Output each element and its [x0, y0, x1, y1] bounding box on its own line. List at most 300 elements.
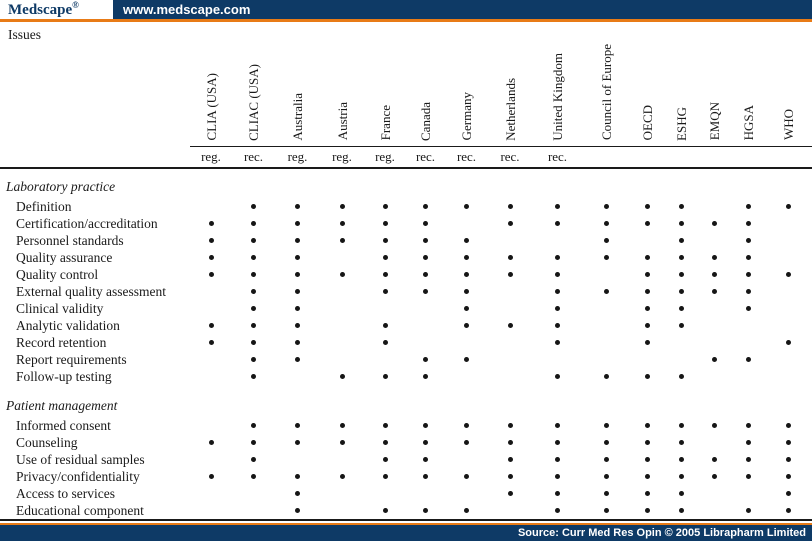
column-subheader: reg.: [320, 146, 364, 168]
column-header-label: ESHG: [673, 106, 689, 141]
column-header-label: OECD: [639, 105, 655, 141]
bullet-dot-icon: [555, 457, 560, 462]
dot-cell: [630, 215, 664, 232]
dot-cell: [488, 317, 532, 334]
dot-cell: [532, 434, 583, 451]
section-row: [0, 385, 812, 417]
bullet-dot-icon: [679, 374, 684, 379]
bullet-dot-icon: [423, 457, 428, 462]
dot-cell: [190, 266, 232, 283]
dot-cell: [364, 451, 406, 468]
empty-cell: [698, 232, 731, 249]
dot-cell: [364, 317, 406, 334]
dot-cell: [532, 485, 583, 502]
dot-cell: [583, 434, 630, 451]
dot-cell: [765, 485, 812, 502]
bullet-dot-icon: [508, 457, 513, 462]
dot-cell: [445, 266, 488, 283]
empty-cell: [190, 417, 232, 434]
bullet-dot-icon: [645, 474, 650, 479]
bullet-dot-icon: [464, 204, 469, 209]
empty-cell: [698, 317, 731, 334]
bullet-dot-icon: [295, 491, 300, 496]
column-subheader: [731, 146, 765, 168]
bullet-dot-icon: [645, 289, 650, 294]
dot-cell: [583, 485, 630, 502]
dot-cell: [630, 417, 664, 434]
dot-cell: [275, 317, 320, 334]
dot-cell: [275, 502, 320, 520]
dot-cell: [532, 198, 583, 215]
dot-cell: [364, 502, 406, 520]
dot-cell: [731, 249, 765, 266]
column-subheader: reg.: [364, 146, 406, 168]
bullet-dot-icon: [555, 204, 560, 209]
table-row: [0, 283, 812, 300]
dot-cell: [731, 198, 765, 215]
bullet-dot-icon: [464, 323, 469, 328]
bullet-dot-icon: [712, 457, 717, 462]
bullet-dot-icon: [251, 306, 256, 311]
dot-cell: [445, 300, 488, 317]
dot-cell: [232, 351, 275, 368]
dot-cell: [232, 434, 275, 451]
empty-cell: [731, 368, 765, 385]
bullet-dot-icon: [295, 440, 300, 445]
bullet-dot-icon: [712, 221, 717, 226]
dot-cell: [532, 317, 583, 334]
bullet-dot-icon: [746, 474, 751, 479]
dot-cell: [445, 283, 488, 300]
dot-cell: [364, 215, 406, 232]
column-header-label: Austria: [334, 102, 350, 141]
dot-cell: [583, 215, 630, 232]
dot-cell: [232, 334, 275, 351]
empty-cell: [731, 317, 765, 334]
bullet-dot-icon: [555, 440, 560, 445]
dot-cell: [445, 232, 488, 249]
empty-cell: [765, 317, 812, 334]
bullet-dot-icon: [679, 204, 684, 209]
dot-cell: [532, 249, 583, 266]
row-label-record-retention: Record retention: [16, 335, 107, 350]
row-label-informed-consent: Informed consent: [16, 418, 111, 433]
dot-cell: [664, 266, 698, 283]
empty-cell: [488, 283, 532, 300]
dot-cell: [275, 417, 320, 434]
bullet-dot-icon: [295, 204, 300, 209]
dot-cell: [320, 417, 364, 434]
dot-cell: [445, 317, 488, 334]
bullet-dot-icon: [464, 440, 469, 445]
dot-cell: [630, 434, 664, 451]
bullet-dot-icon: [555, 474, 560, 479]
dot-cell: [364, 249, 406, 266]
dot-cell: [583, 502, 630, 520]
bullet-dot-icon: [423, 221, 428, 226]
dot-cell: [532, 468, 583, 485]
row-label-definition: Definition: [16, 199, 72, 214]
dot-cell: [698, 351, 731, 368]
bullet-dot-icon: [679, 508, 684, 513]
dot-cell: [232, 317, 275, 334]
dot-cell: [664, 468, 698, 485]
empty-cell: [664, 351, 698, 368]
bullet-dot-icon: [604, 491, 609, 496]
empty-cell: [532, 232, 583, 249]
bullet-dot-icon: [464, 508, 469, 513]
bullet-dot-icon: [604, 440, 609, 445]
column-header-label: Canada: [418, 101, 433, 141]
table-row: [0, 502, 812, 520]
bullet-dot-icon: [383, 457, 388, 462]
empty-cell: [583, 300, 630, 317]
bullet-dot-icon: [340, 204, 345, 209]
bullet-dot-icon: [295, 323, 300, 328]
empty-cell: [765, 215, 812, 232]
bullet-dot-icon: [383, 323, 388, 328]
column-subheader: rec.: [232, 146, 275, 168]
table-row: [0, 249, 812, 266]
column-header-australia: [275, 22, 320, 146]
dot-cell: [406, 232, 445, 249]
dot-cell: [488, 417, 532, 434]
dot-cell: [731, 283, 765, 300]
dot-cell: [488, 249, 532, 266]
dot-cell: [698, 249, 731, 266]
dot-cell: [488, 266, 532, 283]
bullet-dot-icon: [508, 255, 513, 260]
section-title-patient-management: Patient management: [6, 398, 118, 413]
dot-cell: [364, 368, 406, 385]
bullet-dot-icon: [604, 457, 609, 462]
bullet-dot-icon: [295, 221, 300, 226]
bullet-dot-icon: [645, 491, 650, 496]
dot-cell: [664, 485, 698, 502]
bullet-dot-icon: [295, 474, 300, 479]
empty-cell: [320, 351, 364, 368]
dot-cell: [583, 451, 630, 468]
bullet-dot-icon: [383, 238, 388, 243]
top-bar: [0, 0, 812, 22]
dot-cell: [630, 468, 664, 485]
bullet-dot-icon: [555, 423, 560, 428]
bullet-dot-icon: [295, 508, 300, 513]
dot-cell: [583, 417, 630, 434]
column-header-netherlands: [488, 22, 532, 146]
bullet-dot-icon: [464, 238, 469, 243]
column-subheader: [583, 146, 630, 168]
bullet-dot-icon: [555, 340, 560, 345]
bullet-dot-icon: [679, 221, 684, 226]
dot-cell: [630, 485, 664, 502]
bullet-dot-icon: [786, 340, 791, 345]
bullet-dot-icon: [251, 289, 256, 294]
bullet-dot-icon: [645, 440, 650, 445]
empty-cell: [583, 317, 630, 334]
bullet-dot-icon: [340, 238, 345, 243]
bullet-dot-icon: [251, 457, 256, 462]
dot-cell: [406, 266, 445, 283]
dot-cell: [664, 317, 698, 334]
dot-cell: [731, 232, 765, 249]
column-header-label: CLIAC (USA): [246, 63, 261, 141]
dot-cell: [320, 368, 364, 385]
dot-cell: [583, 198, 630, 215]
registered-mark: ®: [72, 0, 79, 10]
bullet-dot-icon: [295, 238, 300, 243]
column-header-label: France: [377, 105, 393, 141]
empty-cell: [698, 300, 731, 317]
column-header-cliac-usa: [232, 22, 275, 146]
dot-cell: [406, 502, 445, 520]
bullet-dot-icon: [383, 374, 388, 379]
dot-cell: [488, 215, 532, 232]
bullet-dot-icon: [383, 423, 388, 428]
empty-cell: [630, 351, 664, 368]
bullet-dot-icon: [746, 238, 751, 243]
dot-cell: [630, 300, 664, 317]
bullet-dot-icon: [786, 272, 791, 277]
column-subheader: rec.: [406, 146, 445, 168]
dot-cell: [630, 368, 664, 385]
bullet-dot-icon: [712, 423, 717, 428]
column-header-label: CLIA (USA): [203, 72, 219, 141]
bullet-dot-icon: [251, 323, 256, 328]
dot-cell: [698, 283, 731, 300]
dot-cell: [190, 249, 232, 266]
dot-cell: [364, 334, 406, 351]
bullet-dot-icon: [464, 272, 469, 277]
dot-cell: [630, 266, 664, 283]
bullet-dot-icon: [712, 289, 717, 294]
dot-cell: [275, 198, 320, 215]
empty-cell: [320, 334, 364, 351]
empty-cell: [698, 485, 731, 502]
bullet-dot-icon: [679, 474, 684, 479]
empty-cell: [698, 434, 731, 451]
empty-cell: [488, 351, 532, 368]
empty-cell: [232, 502, 275, 520]
column-subheader: [698, 146, 731, 168]
empty-cell: [364, 300, 406, 317]
empty-cell: [765, 283, 812, 300]
dot-cell: [698, 417, 731, 434]
bullet-dot-icon: [423, 423, 428, 428]
bullet-dot-icon: [508, 272, 513, 277]
bullet-dot-icon: [645, 423, 650, 428]
dot-cell: [532, 300, 583, 317]
dot-cell: [320, 266, 364, 283]
column-subheader: reg.: [190, 146, 232, 168]
dot-cell: [731, 266, 765, 283]
bullet-dot-icon: [295, 340, 300, 345]
dot-cell: [698, 468, 731, 485]
bullet-dot-icon: [295, 357, 300, 362]
dot-cell: [364, 434, 406, 451]
empty-cell: [232, 485, 275, 502]
bullet-dot-icon: [604, 255, 609, 260]
bullet-dot-icon: [712, 255, 717, 260]
bullet-dot-icon: [508, 474, 513, 479]
bullet-dot-icon: [251, 374, 256, 379]
bullet-dot-icon: [251, 272, 256, 277]
bullet-dot-icon: [786, 423, 791, 428]
column-subheader: rec.: [445, 146, 488, 168]
bullet-dot-icon: [340, 221, 345, 226]
table-row: [0, 232, 812, 249]
dot-cell: [232, 249, 275, 266]
bullet-dot-icon: [251, 255, 256, 260]
dot-cell: [765, 417, 812, 434]
bullet-dot-icon: [383, 340, 388, 345]
dot-cell: [765, 468, 812, 485]
column-header-france: [364, 22, 406, 146]
row-label-counseling: Counseling: [16, 435, 78, 450]
bullet-dot-icon: [679, 306, 684, 311]
empty-cell: [698, 198, 731, 215]
empty-cell: [445, 334, 488, 351]
empty-cell: [630, 232, 664, 249]
bullet-dot-icon: [645, 221, 650, 226]
bullet-dot-icon: [679, 440, 684, 445]
dot-cell: [406, 249, 445, 266]
bullet-dot-icon: [340, 272, 345, 277]
bullet-dot-icon: [209, 340, 214, 345]
empty-cell: [488, 334, 532, 351]
bullet-dot-icon: [295, 255, 300, 260]
bullet-dot-icon: [251, 474, 256, 479]
dot-cell: [232, 266, 275, 283]
dot-cell: [232, 198, 275, 215]
dot-cell: [275, 485, 320, 502]
column-header-council-of-europe: [583, 22, 630, 146]
dot-cell: [664, 249, 698, 266]
row-label-analytic-validation: Analytic validation: [16, 318, 120, 333]
bullet-dot-icon: [604, 374, 609, 379]
bullet-dot-icon: [251, 221, 256, 226]
table-row: [0, 300, 812, 317]
dot-cell: [532, 451, 583, 468]
bullet-dot-icon: [746, 221, 751, 226]
bullet-dot-icon: [786, 474, 791, 479]
bullet-dot-icon: [423, 204, 428, 209]
dot-cell: [765, 434, 812, 451]
column-header-label: WHO: [781, 109, 796, 141]
dot-cell: [406, 368, 445, 385]
bullet-dot-icon: [251, 238, 256, 243]
dot-cell: [630, 502, 664, 520]
column-subheader: [630, 146, 664, 168]
dot-cell: [232, 232, 275, 249]
bullet-dot-icon: [604, 238, 609, 243]
bullet-dot-icon: [679, 255, 684, 260]
bullet-dot-icon: [464, 255, 469, 260]
column-header-clia-usa: [190, 22, 232, 146]
dot-cell: [664, 198, 698, 215]
dot-cell: [406, 283, 445, 300]
dot-cell: [406, 451, 445, 468]
row-label-privacy-confidentiality: Privacy/confidentiality: [16, 469, 140, 484]
dot-cell: [275, 215, 320, 232]
dot-cell: [190, 468, 232, 485]
dot-cell: [275, 300, 320, 317]
dot-cell: [698, 266, 731, 283]
row-label-quality-control: Quality control: [16, 267, 99, 282]
dot-cell: [488, 468, 532, 485]
bullet-dot-icon: [383, 289, 388, 294]
dot-cell: [731, 434, 765, 451]
bullet-dot-icon: [555, 491, 560, 496]
section-row: [0, 168, 812, 198]
dot-cell: [664, 368, 698, 385]
site-url: www.medscape.com: [123, 2, 251, 17]
column-header-label: Council of Europe: [599, 44, 614, 141]
bullet-dot-icon: [423, 272, 428, 277]
table-row: [0, 351, 812, 368]
row-label-personnel-standards: Personnel standards: [16, 233, 124, 248]
dot-cell: [532, 502, 583, 520]
dot-cell: [275, 283, 320, 300]
bullet-dot-icon: [679, 457, 684, 462]
table-row: [0, 451, 812, 468]
dot-cell: [364, 468, 406, 485]
bullet-dot-icon: [604, 474, 609, 479]
empty-cell: [765, 351, 812, 368]
dot-cell: [731, 215, 765, 232]
empty-cell: [488, 502, 532, 520]
bullet-dot-icon: [645, 272, 650, 277]
bullet-dot-icon: [746, 272, 751, 277]
dot-cell: [488, 451, 532, 468]
dot-cell: [583, 368, 630, 385]
bullet-dot-icon: [679, 491, 684, 496]
dot-cell: [232, 468, 275, 485]
empty-cell: [765, 232, 812, 249]
dot-cell: [488, 198, 532, 215]
dot-cell: [488, 485, 532, 502]
bullet-dot-icon: [746, 204, 751, 209]
empty-cell: [406, 485, 445, 502]
dot-cell: [190, 215, 232, 232]
table-row: [0, 468, 812, 485]
bullet-dot-icon: [555, 374, 560, 379]
bullet-dot-icon: [383, 272, 388, 277]
bullet-dot-icon: [423, 374, 428, 379]
empty-cell: [320, 451, 364, 468]
empty-cell: [364, 351, 406, 368]
column-header-germany: [445, 22, 488, 146]
bullet-dot-icon: [383, 204, 388, 209]
bullet-dot-icon: [464, 474, 469, 479]
bullet-dot-icon: [746, 289, 751, 294]
empty-cell: [583, 334, 630, 351]
empty-cell: [488, 368, 532, 385]
empty-cell: [583, 266, 630, 283]
column-header-hgsa: [731, 22, 765, 146]
dot-cell: [445, 351, 488, 368]
empty-cell: [406, 334, 445, 351]
column-subheader: rec.: [532, 146, 583, 168]
bullet-dot-icon: [679, 423, 684, 428]
empty-cell: [488, 300, 532, 317]
bullet-dot-icon: [604, 289, 609, 294]
empty-cell: [698, 334, 731, 351]
dot-cell: [664, 232, 698, 249]
row-label-follow-up-testing: Follow-up testing: [16, 369, 112, 384]
empty-cell: [275, 368, 320, 385]
empty-cell: [698, 368, 731, 385]
